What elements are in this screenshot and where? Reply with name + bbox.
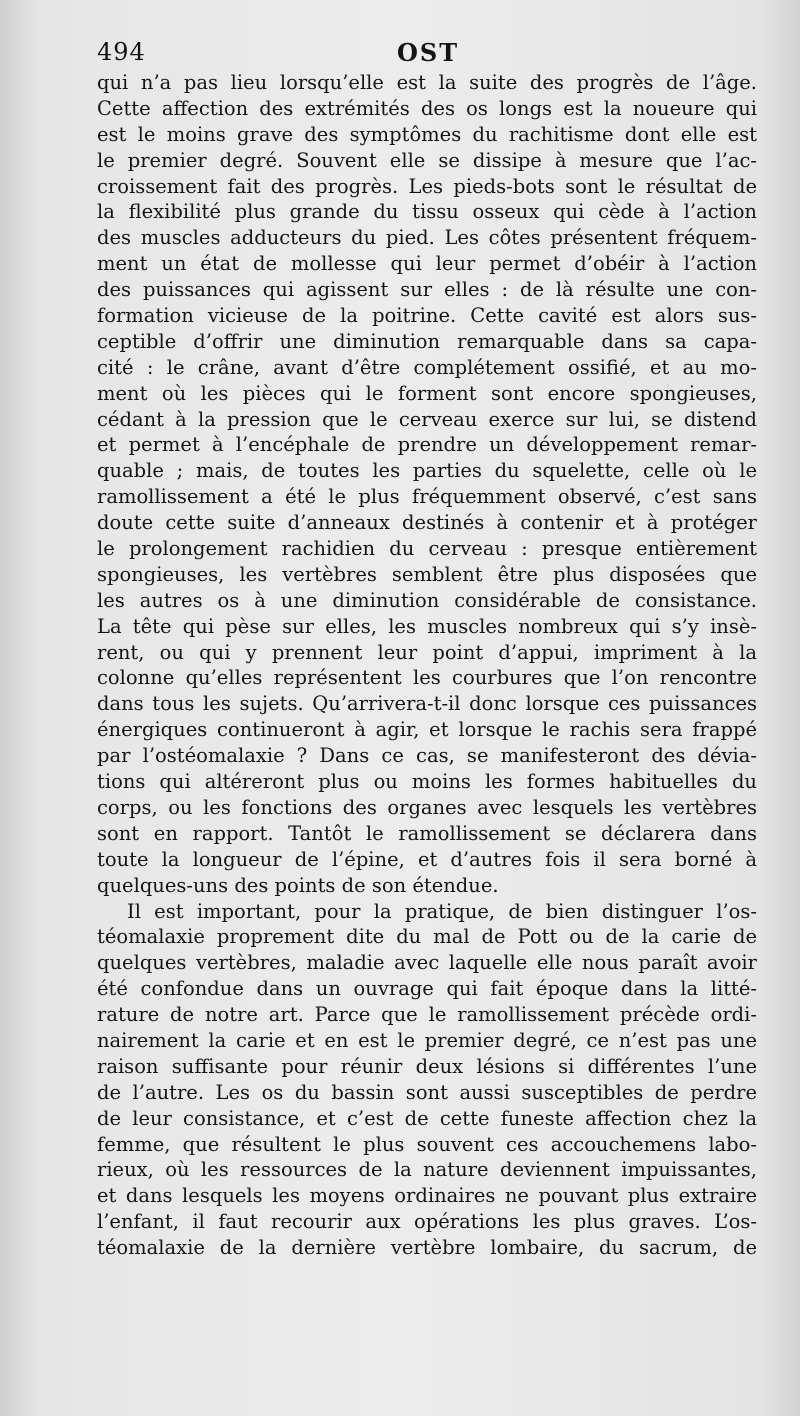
text-line: sont en rapport. Tantôt le ramollissement se déclarera dans [97,821,757,845]
text-line: rieux, où les ressources de la nature deviennent impuissantes, [97,1158,757,1182]
text-line: dans tous les sujets. Qu’arrivera-t-il donc lorsque ces puissances [97,692,757,716]
text-line: toute la longueur de l’épine, et d’autres fois il sera borné à [97,847,757,871]
text-line: cédant à la pression que le cerveau exerce sur lui, se distend [97,407,757,431]
text-line: doute cette suite d’anneaux destinés à contenir et à protéger [97,511,757,535]
text-line: qui n’a pas lieu lorsqu’elle est la suite des progrès de l’âge. [97,71,757,94]
text-line: les autres os à une diminution considérable de consistance. [97,588,757,612]
text-line: rent, ou qui y prennent leur point d’appui, impriment à la [97,640,757,664]
text-line: ceptible d’offrir une diminution remarquable dans sa capa- [97,329,757,353]
text-line: femme, que résultent le plus souvent ces accouchemens labo- [97,1132,757,1156]
text-line: quelques-uns des points de son étendue. [97,873,499,897]
text-line: le prolongement rachidien du cerveau : presque entièrement [97,537,757,561]
text-line: nairement la carie et en est le premier degré, ce n’est pas une [97,1028,757,1052]
text-line: téomalaxie de la dernière vertèbre lombaire, du sacrum, de [97,1236,757,1260]
text-line: de l’autre. Les os du bassin sont aussi susceptibles de perdre [97,1080,757,1104]
text-line: cité : le crâne, avant d’être complétement ossifié, et au mo- [97,355,757,379]
text-line: téomalaxie proprement dite du mal de Pott ou de la carie de [97,925,757,949]
paragraph [97,70,757,899]
paragraph [97,899,757,1261]
text-line: croissement fait des progrès. Les pieds-bots sont le résultat de [97,174,757,198]
text-line: est le moins grave des symptômes du rachitisme dont elle est [97,122,757,146]
page-number: 494 [97,38,146,66]
text-line: et dans lesquels les moyens ordinaires ne pouvant plus extraire [97,1184,757,1208]
text-line: des puissances qui agissent sur elles : de là résulte une con- [97,278,757,302]
text-line: été confondue dans un ouvrage qui fait époque dans la litté- [97,977,757,1001]
text-line: quable ; mais, de toutes les parties du squelette, celle où le [97,459,757,483]
running-title: OST [397,38,460,67]
text-line: colonne qu’elles représentent les courbures que l’on rencontre [97,666,757,690]
text-line: rature de notre art. Parce que le ramollissement précède ordi- [97,1003,757,1027]
text-line: ment un état de mollesse qui leur permet d’obéir à l’action [97,252,757,276]
text-line: la flexibilité plus grande du tissu osseux qui cède à l’action [97,200,757,224]
text-line: ment où les pièces qui le forment sont encore spongieuses, [97,381,757,405]
text-line: spongieuses, les vertèbres semblent être plus disposées que [97,562,757,586]
text-line: énergiques continueront à agir, et lorsque le rachis sera frappé [97,718,757,742]
text-line: des muscles adducteurs du pied. Les côtes présentent fréquem- [97,226,757,250]
page-header [97,38,757,70]
text-line: de leur consistance, et c’est de cette funeste affection chez la [97,1106,757,1130]
text-line: le premier degré. Souvent elle se dissipe à mesure que l’ac- [97,148,757,172]
text-line: l’enfant, il faut recourir aux opérations les plus graves. L’os- [97,1210,757,1234]
text-line: raison suffisante pour réunir deux lésions si différentes l’une [97,1054,757,1078]
text-line: Il est important, pour la pratique, de bien distinguer l’os- [127,899,757,923]
text-line: La tête qui pèse sur elles, les muscles nombreux qui s’y insè- [97,614,757,638]
text-line: Cette affection des extrémités des os longs est la noueure qui [97,96,757,120]
text-line: quelques vertèbres, maladie avec laquelle elle nous paraît avoir [97,951,757,975]
text-line: tions qui altéreront plus ou moins les formes habituelles du [97,770,757,794]
body-text [97,70,757,1261]
text-line: formation vicieuse de la poitrine. Cette cavité est alors sus- [97,304,757,328]
text-line: ramollissement a été le plus fréquemment observé, c’est sans [97,485,757,509]
text-line: et permet à l’encéphale de prendre un développement remar- [97,433,757,457]
text-line: corps, ou les fonctions des organes avec lesquels les vertèbres [97,795,757,819]
text-line: par l’ostéomalaxie ? Dans ce cas, se manifesteront des dévia- [97,744,757,768]
